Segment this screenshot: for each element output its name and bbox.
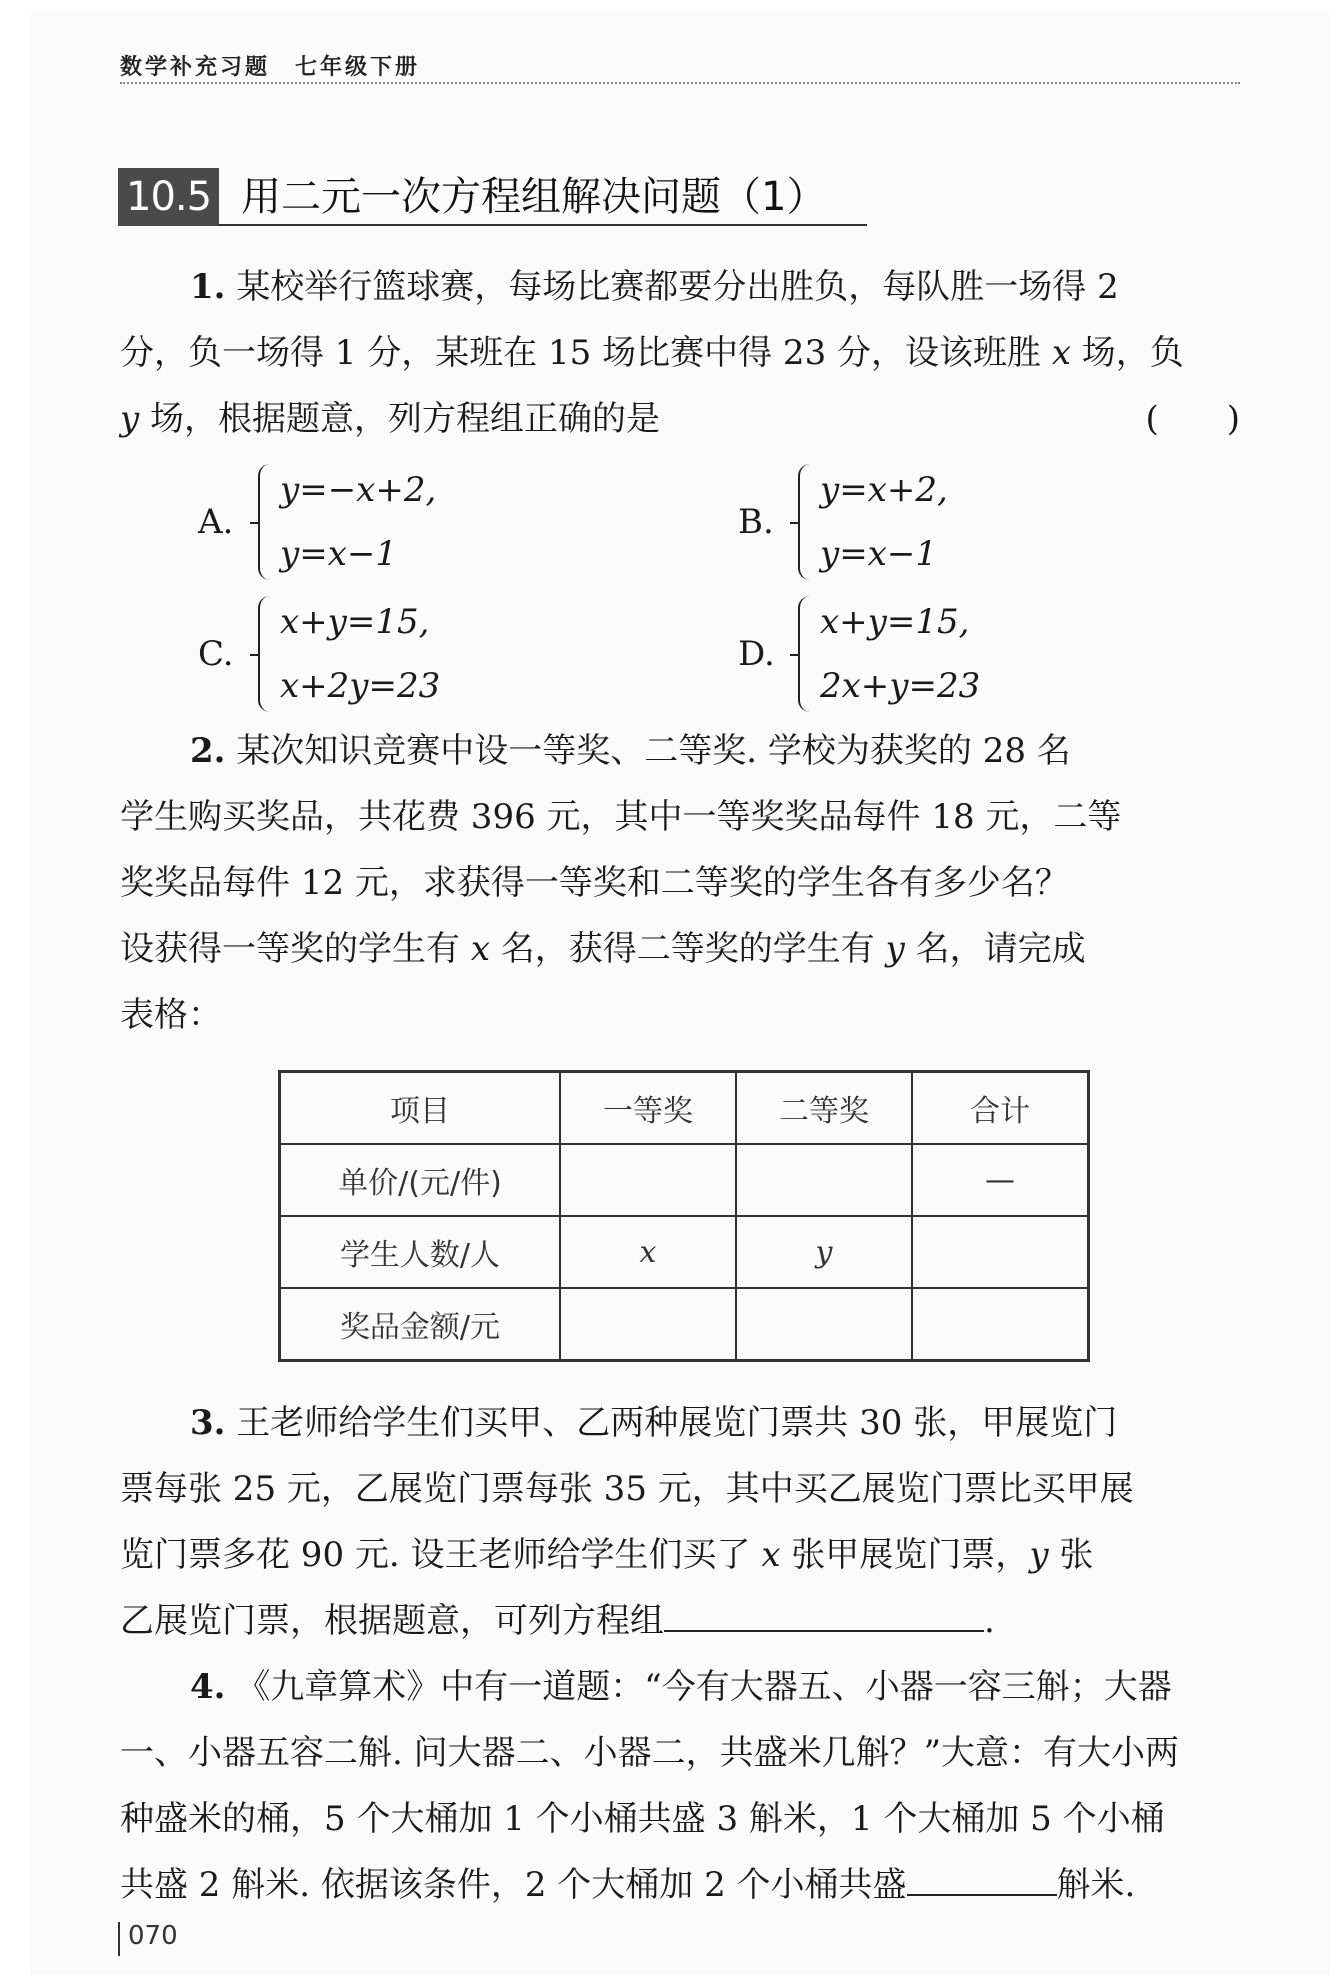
- footer-bar: [118, 1922, 120, 1956]
- prize-table: [278, 1070, 1090, 1362]
- section-heading: [118, 168, 867, 226]
- q2-line-3: 奖奖品每件 12 元，求获得一等奖和二等奖的学生各有多少名？: [120, 863, 1069, 903]
- question-1: [120, 254, 1240, 452]
- option-label: B.: [738, 502, 774, 542]
- table-header-cell: 一等奖: [560, 1072, 736, 1145]
- equation: y=−x+2,: [280, 470, 437, 510]
- q3-end: .: [984, 1601, 995, 1641]
- table-header-cell: 项目: [280, 1072, 561, 1145]
- q4-line-2: 一、小器五容二斛. 问大器二、小器二，共盛米几斛？”大意：有大小两: [120, 1733, 1179, 1773]
- brace-icon: [798, 596, 812, 712]
- section-title: 用二元一次方程组解决问题（1）: [219, 168, 866, 226]
- question-3: [120, 1390, 1240, 1654]
- table-cell-blank[interactable]: [736, 1144, 912, 1216]
- option-label: C.: [198, 634, 234, 674]
- table-cell: y: [736, 1216, 912, 1288]
- table-header-row: [280, 1072, 1089, 1145]
- q3-var-y: y: [1029, 1535, 1049, 1575]
- answer-blank[interactable]: [907, 1854, 1057, 1896]
- brace-icon: [258, 464, 272, 580]
- answer-blank[interactable]: [664, 1590, 984, 1632]
- q1-var-y: y: [120, 399, 140, 439]
- q3-line-3c: 张: [1048, 1535, 1094, 1575]
- q2-line-1: 某次知识竞赛中设一等奖、二等奖. 学校为获奖的 28 名: [236, 731, 1071, 771]
- equation-system: [258, 458, 436, 586]
- q3-line-3a: 览门票多花 90 元. 设王老师给学生们买了: [120, 1535, 762, 1575]
- option-c[interactable]: [198, 590, 440, 718]
- q2-line-4c: 名，请完成: [904, 929, 1086, 969]
- option-label: D.: [738, 634, 775, 674]
- q4-line-4a: 共盛 2 斛米. 依据该条件，2 个大桶加 2 个小桶共盛: [120, 1865, 907, 1905]
- question-4: [120, 1654, 1240, 1918]
- question-number: 1.: [190, 267, 226, 307]
- table-row: [280, 1144, 1089, 1216]
- q1-line-3: 场，根据题意，列方程组正确的是: [139, 399, 661, 439]
- question-2: [120, 718, 1240, 1048]
- table-cell: 单价/(元/件): [280, 1144, 561, 1216]
- table-cell: 学生人数/人: [280, 1216, 561, 1288]
- table-cell: 奖品金额/元: [280, 1288, 561, 1361]
- table-cell-blank[interactable]: [736, 1288, 912, 1361]
- table-row: [280, 1288, 1089, 1361]
- q1-line-1: 某校举行篮球赛，每场比赛都要分出胜负，每队胜一场得 2: [236, 267, 1119, 307]
- table-cell-blank[interactable]: [560, 1288, 736, 1361]
- q2-line-4a: 设获得一等奖的学生有: [120, 929, 471, 969]
- equation: x+y=15,: [280, 602, 430, 642]
- answer-parentheses: ( ): [1145, 399, 1240, 439]
- q3-line-3b: 张甲展览门票，: [780, 1535, 1030, 1575]
- q4-line-3: 种盛米的桶，5 个大桶加 1 个小桶共盛 3 斛米，1 个大桶加 5 个小桶: [120, 1799, 1165, 1839]
- option-b[interactable]: [738, 458, 948, 586]
- brace-icon: [798, 464, 812, 580]
- q2-var-x: x: [470, 929, 490, 969]
- table-cell-blank[interactable]: [912, 1288, 1089, 1361]
- table-row: [280, 1216, 1089, 1288]
- option-label: A.: [198, 502, 234, 542]
- equation: x+2y=23: [280, 666, 441, 706]
- table-header-cell: 二等奖: [736, 1072, 912, 1145]
- q4-line-4b: 斛米.: [1056, 1865, 1136, 1905]
- table-header-cell: 合计: [912, 1072, 1089, 1145]
- equation: y=x−1: [820, 534, 937, 574]
- equation: y=x+2,: [820, 470, 948, 510]
- equation: 2x+y=23: [820, 666, 981, 706]
- q1-var-x: x: [1051, 333, 1071, 373]
- question-number: 3.: [190, 1403, 226, 1443]
- q4-line-1: 《九章算术》中有一道题：“今有大器五、小器一容三斛；大器: [236, 1667, 1172, 1707]
- brace-icon: [258, 596, 272, 712]
- option-a[interactable]: [198, 458, 436, 586]
- q3-var-x: x: [761, 1535, 781, 1575]
- option-d[interactable]: [738, 590, 980, 718]
- page-number: 070: [128, 1921, 178, 1951]
- table-cell-blank[interactable]: [560, 1144, 736, 1216]
- q3-line-1: 王老师给学生们买甲、乙两种展览门票共 30 张，甲展览门: [236, 1403, 1118, 1443]
- equation-system: [798, 458, 948, 586]
- question-number: 4.: [190, 1667, 226, 1707]
- q2-line-5: 表格：: [120, 995, 222, 1035]
- section-number: 10.5: [118, 168, 219, 226]
- equation-system: [258, 590, 440, 718]
- running-header: 数学补充习题 七年级下册: [120, 55, 421, 80]
- equation: x+y=15,: [820, 602, 970, 642]
- equation-system: [798, 590, 980, 718]
- q3-line-2: 票每张 25 元，乙展览门票每张 35 元，其中买乙展览门票比买甲展: [120, 1469, 1134, 1509]
- header-divider: [120, 82, 1240, 84]
- equation: y=x−1: [280, 534, 397, 574]
- q2-line-2: 学生购买奖品，共花费 396 元，其中一等奖奖品每件 18 元，二等: [120, 797, 1122, 837]
- q2-var-y: y: [885, 929, 905, 969]
- table-cell: —: [912, 1144, 1089, 1216]
- q1-line-2b: 场，负: [1071, 333, 1184, 373]
- table-cell-blank[interactable]: [912, 1216, 1089, 1288]
- q2-line-4b: 名，获得二等奖的学生有: [490, 929, 886, 969]
- question-number: 2.: [190, 731, 226, 771]
- q3-line-4: 乙展览门票，根据题意，可列方程组: [120, 1601, 664, 1641]
- table-cell: x: [560, 1216, 736, 1288]
- q1-line-2a: 分，负一场得 1 分，某班在 15 场比赛中得 23 分，设该班胜: [120, 333, 1052, 373]
